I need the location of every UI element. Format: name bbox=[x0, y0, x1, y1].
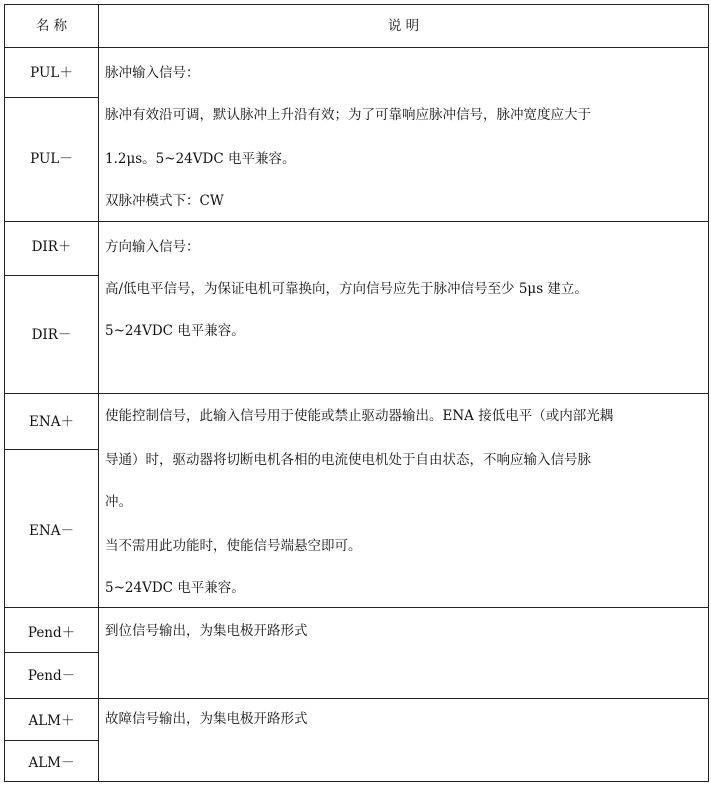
pin-description-table bbox=[4, 4, 709, 782]
pin-name-pul-plus: PUL＋ bbox=[30, 65, 73, 81]
pin-name-ena-minus: ENA－ bbox=[29, 523, 74, 539]
description-line: 高/低电平信号，为保证电机可靠换向，方向信号应先于脉冲信号至少 5μs 建立。 bbox=[105, 281, 588, 297]
header-description-cell: 说 明 bbox=[387, 18, 420, 34]
pin-name-pend-plus: Pend＋ bbox=[27, 625, 76, 641]
description-line: 导通）时，驱动器将切断电机各相的电流使电机处于自由状态，不响应输入信号脉 bbox=[105, 452, 591, 468]
pin-name-pul-minus: PUL－ bbox=[30, 151, 73, 167]
row-divider bbox=[5, 740, 99, 741]
row-divider bbox=[5, 652, 99, 653]
group-divider bbox=[5, 221, 708, 222]
description-line: 冲。 bbox=[105, 494, 132, 510]
pin-name-dir-plus: DIR＋ bbox=[31, 239, 72, 255]
description-line: 1.2μs。5~24VDC 电平兼容。 bbox=[105, 151, 296, 167]
pin-name-alm-plus: ALM＋ bbox=[28, 713, 75, 729]
description-line: 5~24VDC 电平兼容。 bbox=[105, 580, 245, 596]
group-divider bbox=[5, 698, 708, 699]
description-line: 双脉冲模式下：CW bbox=[105, 193, 224, 209]
group-divider bbox=[5, 607, 708, 608]
row-divider bbox=[5, 275, 99, 276]
row-divider bbox=[5, 97, 99, 98]
header-name-cell: 名 称 bbox=[35, 18, 68, 34]
description-line: 5~24VDC 电平兼容。 bbox=[105, 323, 245, 339]
description-line: 脉冲输入信号： bbox=[105, 65, 200, 81]
description-line: 当不需用此功能时，使能信号端悬空即可。 bbox=[105, 538, 362, 554]
description-line: 使能控制信号，此输入信号用于使能或禁止驱动器输出。ENA 接低电平（或内部光耦 bbox=[105, 408, 614, 424]
pin-name-ena-plus: ENA＋ bbox=[29, 414, 74, 430]
row-divider bbox=[5, 449, 99, 450]
header-divider bbox=[5, 47, 708, 48]
description-line: 脉冲有效沿可调，默认脉冲上升沿有效；为了可靠响应脉冲信号，脉冲宽度应大于 bbox=[105, 107, 591, 123]
description-line: 故障信号输出，为集电极开路形式 bbox=[105, 711, 308, 727]
pin-name-pend-minus: Pend－ bbox=[27, 668, 76, 684]
group-divider bbox=[5, 393, 708, 394]
pin-name-alm-minus: ALM－ bbox=[28, 755, 75, 771]
description-line: 到位信号输出，为集电极开路形式 bbox=[105, 623, 308, 639]
pin-name-dir-minus: DIR－ bbox=[31, 327, 72, 343]
description-line: 方向输入信号： bbox=[105, 239, 200, 255]
